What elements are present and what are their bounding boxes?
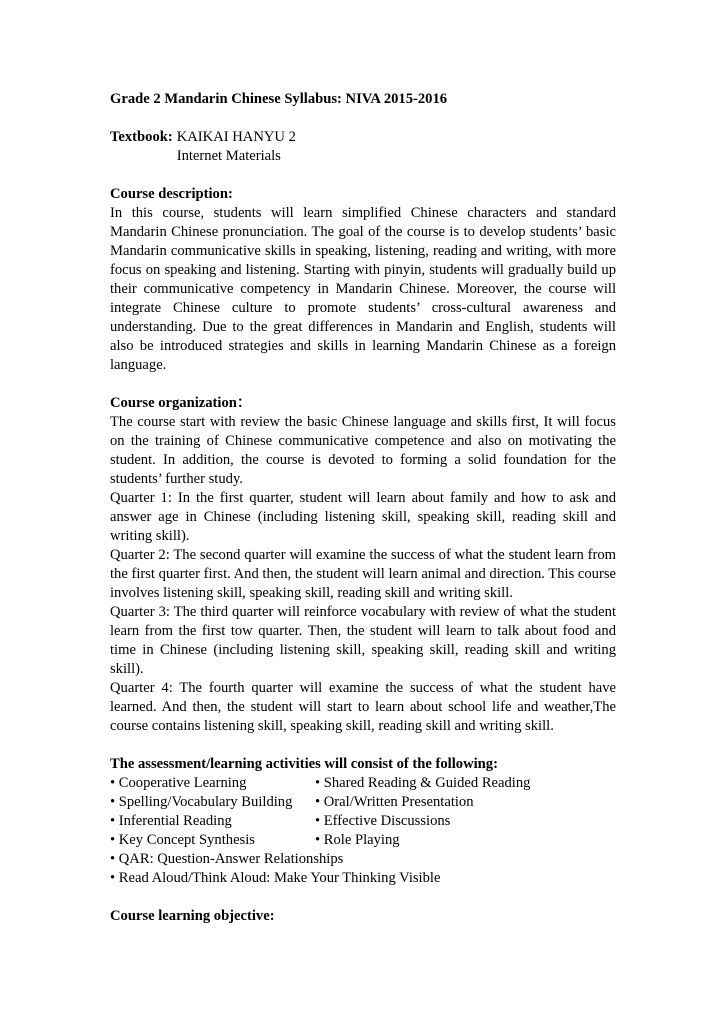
document-body — [110, 90, 616, 926]
textbook-item: KAIKAI HANYU 2 — [176, 129, 296, 145]
list-item: • Spelling/Vocabulary Building — [110, 794, 293, 810]
quarter-2-paragraph: Quarter 2: The second quarter will examine the success of what the student learn from the first quarter first. And then, the student will learn animal and direction. This course involves listening skill, speaking skill, reading skill and writing skill. — [110, 547, 616, 601]
description-heading: Course description: — [110, 186, 233, 202]
textbook-section — [110, 128, 616, 166]
list-item: • QAR: Question-Answer Relationships — [110, 851, 344, 867]
textbook-list — [173, 128, 296, 166]
quarter-3-paragraph: Quarter 3: The third quarter will reinforce vocabulary with review of what the student learn from the first tow quarter. Then, the student will learn to talk about food and time in Chinese (including listening skill, speaking skill, reading skill and writing skill). — [110, 604, 616, 677]
document-title: Grade 2 Mandarin Chinese Syllabus: NIVA 2015-2016 — [110, 91, 448, 107]
list-item: • Read Aloud/Think Aloud: Make Your Thinking Visible — [110, 870, 441, 886]
quarter-4-paragraph: Quarter 4: The fourth quarter will examine the success of what the student have learned. And then, the student will start to learn about school life and weather,The course contains listening skill, speaking skill, reading skill and writing skill. — [110, 680, 616, 734]
organization-heading: Course organization： — [110, 395, 252, 411]
list-item: • Inferential Reading — [110, 813, 232, 829]
description-text: In this course, students will learn simplified Chinese characters and standard Mandarin Chinese pronunciation. The goal of the course is to develop students’ basic Mandarin communicative skills in speaking, listening, reading and writing, with more focus on speaking and listening. Starting with pinyin, students will gradually build up their communicative competency in Mandarin Chinese. Moreover, the course will integrate Chinese culture to promote students’ cross-cultural awareness and understanding. Due to the great differences in Mandarin and English, students will also be introduced strategies and skills in learning Mandarin Chinese as a foreign language. — [110, 205, 616, 373]
list-item: • Cooperative Learning — [110, 775, 247, 791]
organization-paragraph: The course start with review the basic Chinese language and skills first, It will focus on the training of Chinese communicative competence and also on motivating the student. In addition, the course is devoted to forming a solid foundation for the students’ further study. — [110, 414, 616, 487]
list-item: • Role Playing — [315, 832, 400, 848]
objective-heading: Course learning objective: — [110, 908, 275, 924]
list-item: • Effective Discussions — [315, 813, 451, 829]
list-item: • Key Concept Synthesis — [110, 832, 255, 848]
list-item: • Oral/Written Presentation — [315, 794, 474, 810]
quarter-1-paragraph: Quarter 1: In the first quarter, student will learn about family and how to ask and answer age in Chinese (including listening skill, speaking skill, reading skill and writing skill). — [110, 490, 616, 544]
textbook-label: Textbook: — [110, 129, 173, 145]
assessment-list — [110, 774, 616, 850]
textbook-item: Internet Materials — [176, 148, 281, 164]
assessment-heading: The assessment/learning activities will consist of the following: — [110, 756, 498, 772]
list-item: • Shared Reading & Guided Reading — [315, 775, 531, 791]
